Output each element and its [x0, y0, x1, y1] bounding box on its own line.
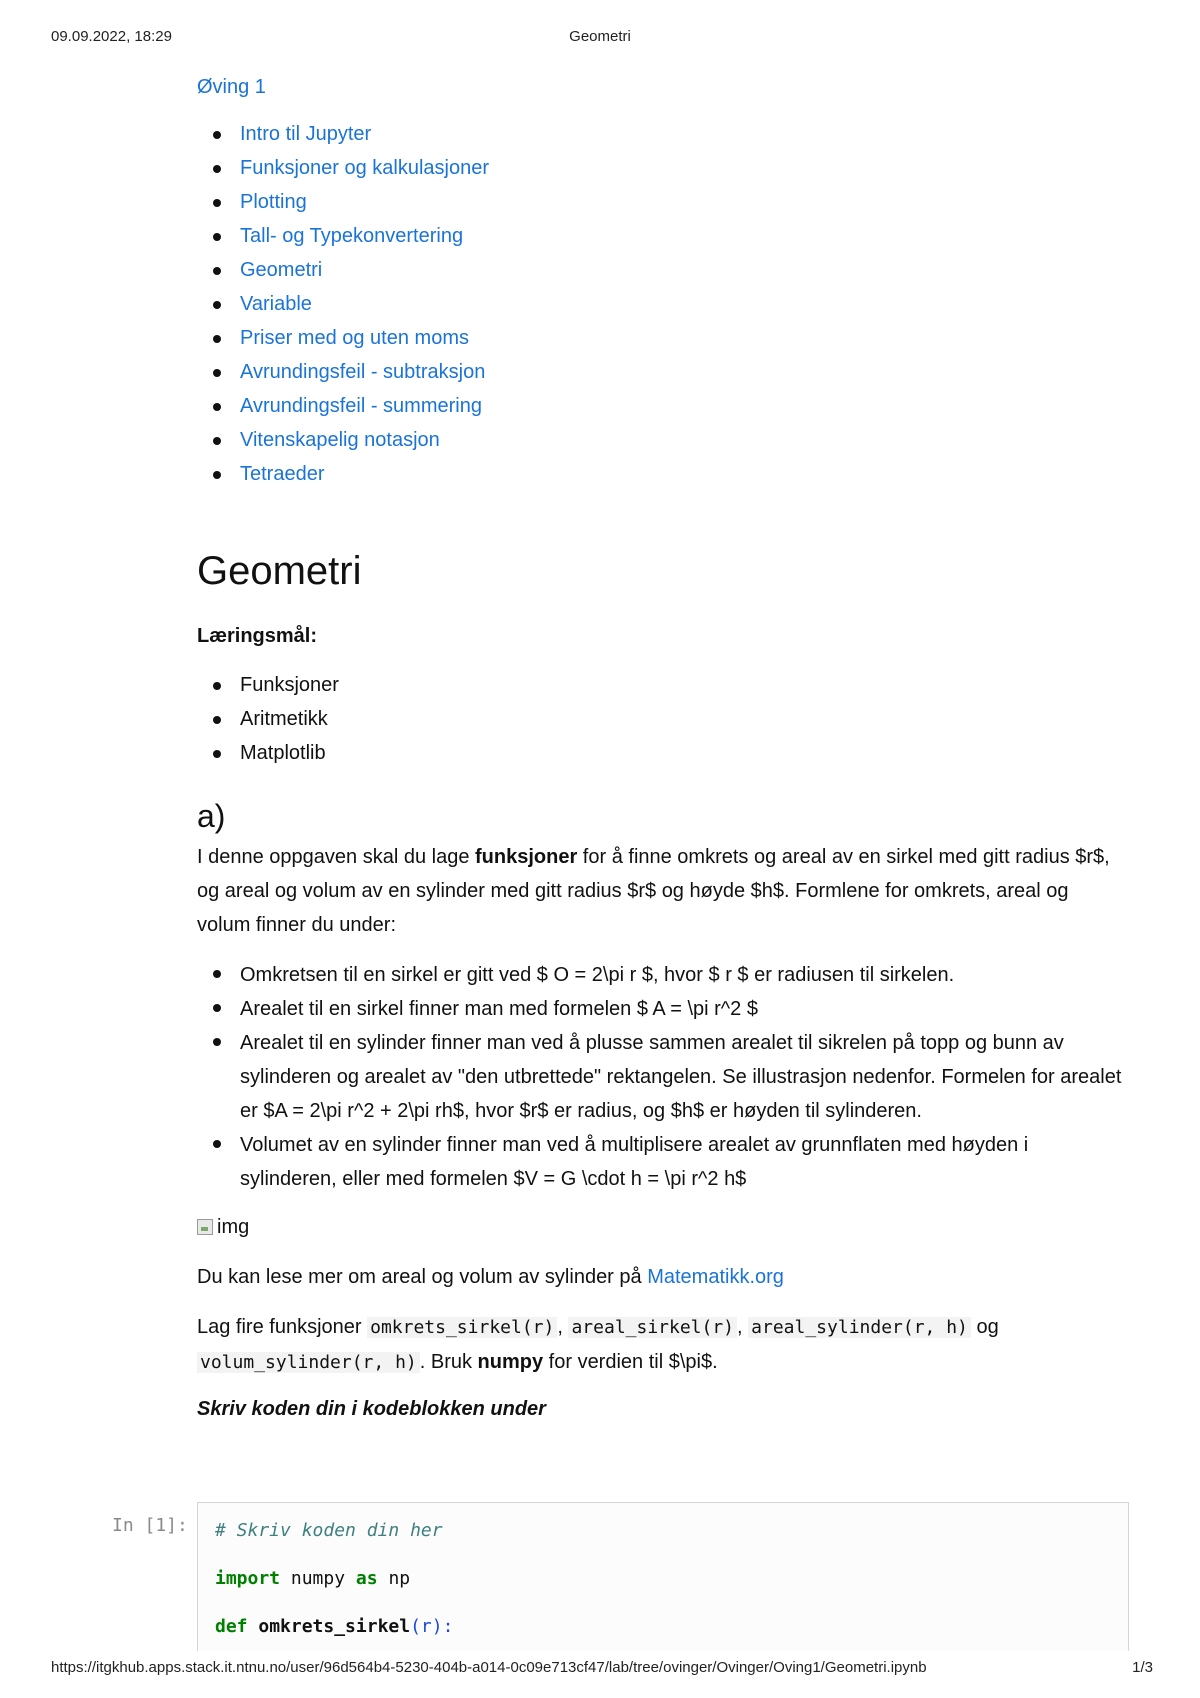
oving-link[interactable]: Øving 1	[197, 76, 266, 98]
print-url: https://itgkhub.apps.stack.it.ntnu.no/user/96d564b4-5230-404b-a014-0c09e713cf47/lab/tree/ovinger/Ovinger/Oving1/Geometri.ipynb	[51, 1659, 927, 1676]
code-cell[interactable]	[197, 1502, 1129, 1651]
page-title: Geometri	[197, 549, 362, 593]
toc-item	[197, 391, 1127, 425]
task-text-og: og	[970, 1316, 999, 1338]
toc-link[interactable]: Vitenskapelig notasjon	[240, 429, 440, 451]
separator: ,	[737, 1316, 749, 1338]
toc-item	[197, 459, 1127, 493]
section-heading-a: a)	[197, 798, 226, 834]
code-volum-sylinder: volum_sylinder(r, h)	[197, 1352, 420, 1373]
toc-link[interactable]: Avrundingsfeil - summering	[240, 395, 482, 417]
code-keyword-as: as	[355, 1568, 378, 1589]
intro-paragraph	[197, 840, 1127, 942]
code-module: numpy	[290, 1568, 346, 1589]
toc-link[interactable]: Variable	[240, 293, 312, 315]
toc-link[interactable]: Intro til Jupyter	[240, 123, 372, 145]
toc-link[interactable]: Geometri	[240, 259, 323, 281]
toc-item	[197, 221, 1127, 255]
code-paren: ):	[431, 1616, 454, 1637]
learning-goals-label: Læringsmål:	[197, 625, 318, 647]
toc-item	[197, 255, 1127, 289]
intro-bold: funksjoner	[475, 846, 578, 868]
code-alias: np	[388, 1568, 411, 1589]
toc-item	[197, 425, 1127, 459]
code-areal-sirkel: areal_sirkel(r)	[568, 1317, 737, 1338]
separator: ,	[557, 1316, 569, 1338]
code-keyword-import: import	[215, 1568, 281, 1589]
code-omkrets-sirkel: omkrets_sirkel(r)	[367, 1317, 557, 1338]
list-item: Omkretsen til en sirkel er gitt ved $ O = 2\pi r $, hvor $ r $ er radiusen til sirkelen.	[197, 958, 1127, 992]
notebook-content	[197, 76, 1127, 1426]
code-paren: (	[410, 1616, 421, 1637]
print-datetime: 09.09.2022, 18:29	[51, 28, 172, 45]
code-keyword-def: def	[215, 1616, 248, 1637]
print-title: Geometri	[569, 28, 631, 45]
code-param: r	[420, 1616, 432, 1637]
toc-item	[197, 187, 1127, 221]
broken-image	[197, 1210, 1127, 1244]
list-item: Arealet til en sylinder finner man ved å plusse sammen arealet til sikrelen på topp og bunn av sylinderen og arealet av "den utbrettede" rektangelen. Se illustrasjon nedenfor. Formelen for arealet er $A = 2\pi r^2 + 2\pi rh$, hvor $r$ er radius, og $h$ er høyden til sylinderen.	[197, 1026, 1127, 1128]
cell-prompt: In [1]:	[112, 1515, 188, 1536]
list-item: Matplotlib	[197, 738, 1127, 772]
intro-text-rest: for å finne omkrets og areal av en sirkel med gitt radius $r$, og areal og volum av en sylinder med gitt radius $r$ og høyde $h$. Formlene for omkrets, areal og volum finner du under:	[197, 846, 1110, 936]
code-function-name: omkrets_sirkel	[258, 1616, 411, 1637]
toc-item	[197, 153, 1127, 187]
list-item: Funksjoner	[197, 670, 1127, 704]
task-text: Lag fire funksjoner	[197, 1316, 368, 1338]
list-item: Aritmetikk	[197, 704, 1127, 738]
read-more-paragraph	[197, 1260, 1127, 1294]
instruction-text: Skriv koden din i kodeblokken under	[197, 1398, 546, 1420]
toc-item	[197, 357, 1127, 391]
matematikk-link[interactable]: Matematikk.org	[647, 1266, 784, 1288]
broken-image-icon	[197, 1219, 213, 1235]
task-paragraph	[197, 1310, 1127, 1380]
toc-link[interactable]: Plotting	[240, 191, 307, 213]
toc-link[interactable]: Funksjoner og kalkulasjoner	[240, 157, 490, 179]
list-item: Arealet til en sirkel finner man med formelen $ A = \pi r^2 $	[197, 992, 1127, 1026]
image-alt-text: img	[217, 1215, 250, 1238]
code-comment: # Skriv koden din her	[215, 1520, 443, 1541]
toc-link[interactable]: Priser med og uten moms	[240, 327, 469, 349]
toc-link[interactable]: Avrundingsfeil - subtraksjon	[240, 361, 486, 383]
toc-item	[197, 289, 1127, 323]
toc-item	[197, 323, 1127, 357]
toc-list	[197, 119, 1127, 493]
intro-text: I denne oppgaven skal du lage	[197, 846, 475, 868]
formula-list	[197, 958, 1127, 1196]
task-numpy-bold: numpy	[477, 1351, 544, 1373]
task-text-end: for verdien til $\pi$.	[543, 1351, 718, 1373]
print-page-number: 1/3	[1132, 1659, 1153, 1676]
toc-link[interactable]: Tetraeder	[240, 463, 325, 485]
toc-item	[197, 119, 1127, 153]
list-item: Volumet av en sylinder finner man ved å multiplisere arealet av grunnflaten med høyden i sylinderen, eller med formelen $V = G \cdot h = \pi r^2 h$	[197, 1128, 1127, 1196]
code-areal-sylinder: areal_sylinder(r, h)	[748, 1317, 971, 1338]
task-text-mid: . Bruk	[419, 1351, 478, 1373]
toc-link[interactable]: Tall- og Typekonvertering	[240, 225, 464, 247]
read-more-text: Du kan lese mer om areal og volum av sylinder på	[197, 1266, 648, 1288]
learning-goals-list	[197, 670, 1127, 772]
